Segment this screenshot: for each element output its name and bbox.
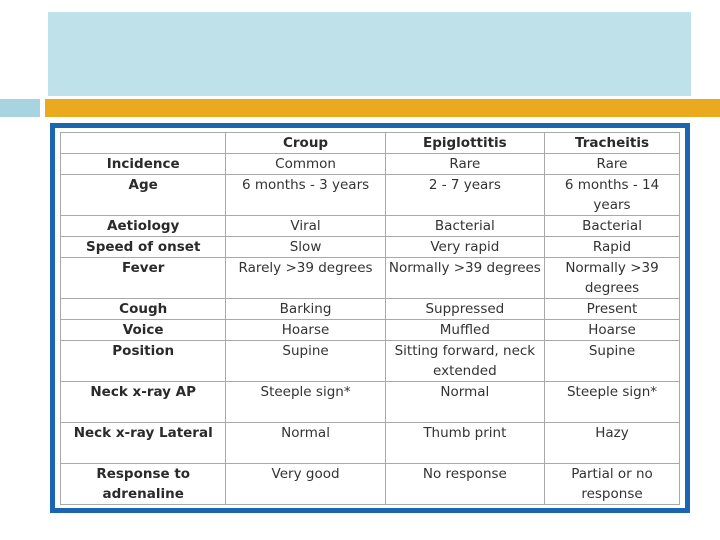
cell-tracheitis: 6 months - 14 years (545, 175, 680, 216)
cell-croup: Barking (226, 299, 385, 320)
table-header-row (61, 133, 680, 154)
cell-epiglottitis: Bacterial (385, 216, 544, 237)
row-label: Neck x-ray Lateral (61, 423, 226, 464)
table-row (61, 382, 680, 423)
cell-epiglottitis: Thumb print (385, 423, 544, 464)
cell-tracheitis: Rapid (545, 237, 680, 258)
slide-title-bar (48, 12, 691, 96)
cell-tracheitis: Normally >39 degrees (545, 258, 680, 299)
table-row (61, 423, 680, 464)
cell-croup: Slow (226, 237, 385, 258)
cell-epiglottitis: Muffled (385, 320, 544, 341)
row-label: Voice (61, 320, 226, 341)
cell-epiglottitis: Normal (385, 382, 544, 423)
cell-tracheitis: Rare (545, 154, 680, 175)
cell-croup: 6 months - 3 years (226, 175, 385, 216)
table-row (61, 216, 680, 237)
table-row (61, 320, 680, 341)
cell-croup: Hoarse (226, 320, 385, 341)
cell-tracheitis: Present (545, 299, 680, 320)
cell-tracheitis: Partial or no response (545, 464, 680, 505)
accent-bar-right (45, 99, 720, 117)
cell-tracheitis: Steeple sign* (545, 382, 680, 423)
cell-croup: Supine (226, 341, 385, 382)
row-label: Position (61, 341, 226, 382)
cell-epiglottitis: Rare (385, 154, 544, 175)
table-row (61, 464, 680, 505)
row-label: Age (61, 175, 226, 216)
row-label: Fever (61, 258, 226, 299)
row-label: Aetiology (61, 216, 226, 237)
cell-epiglottitis: Sitting forward, neck extended (385, 341, 544, 382)
table-row (61, 299, 680, 320)
table-row (61, 237, 680, 258)
header-tracheitis: Tracheitis (545, 133, 680, 154)
cell-croup: Very good (226, 464, 385, 505)
cell-epiglottitis: No response (385, 464, 544, 505)
comparison-table (60, 132, 680, 505)
cell-epiglottitis: Normally >39 degrees (385, 258, 544, 299)
header-cell-empty (61, 133, 226, 154)
row-label: Incidence (61, 154, 226, 175)
cell-croup: Normal (226, 423, 385, 464)
cell-tracheitis: Hoarse (545, 320, 680, 341)
cell-croup: Common (226, 154, 385, 175)
cell-epiglottitis: 2 - 7 years (385, 175, 544, 216)
table-row (61, 175, 680, 216)
cell-epiglottitis: Suppressed (385, 299, 544, 320)
row-label: Response to adrenaline (61, 464, 226, 505)
cell-croup: Viral (226, 216, 385, 237)
accent-bar-left (0, 99, 40, 117)
cell-tracheitis: Supine (545, 341, 680, 382)
row-label: Speed of onset (61, 237, 226, 258)
header-epiglottitis: Epiglottitis (385, 133, 544, 154)
table-row (61, 341, 680, 382)
cell-tracheitis: Hazy (545, 423, 680, 464)
row-label: Cough (61, 299, 226, 320)
cell-croup: Rarely >39 degrees (226, 258, 385, 299)
cell-tracheitis: Bacterial (545, 216, 680, 237)
row-label: Neck x-ray AP (61, 382, 226, 423)
comparison-table-frame (50, 123, 690, 513)
table-row (61, 258, 680, 299)
header-croup: Croup (226, 133, 385, 154)
cell-epiglottitis: Very rapid (385, 237, 544, 258)
cell-croup: Steeple sign* (226, 382, 385, 423)
table-row (61, 154, 680, 175)
